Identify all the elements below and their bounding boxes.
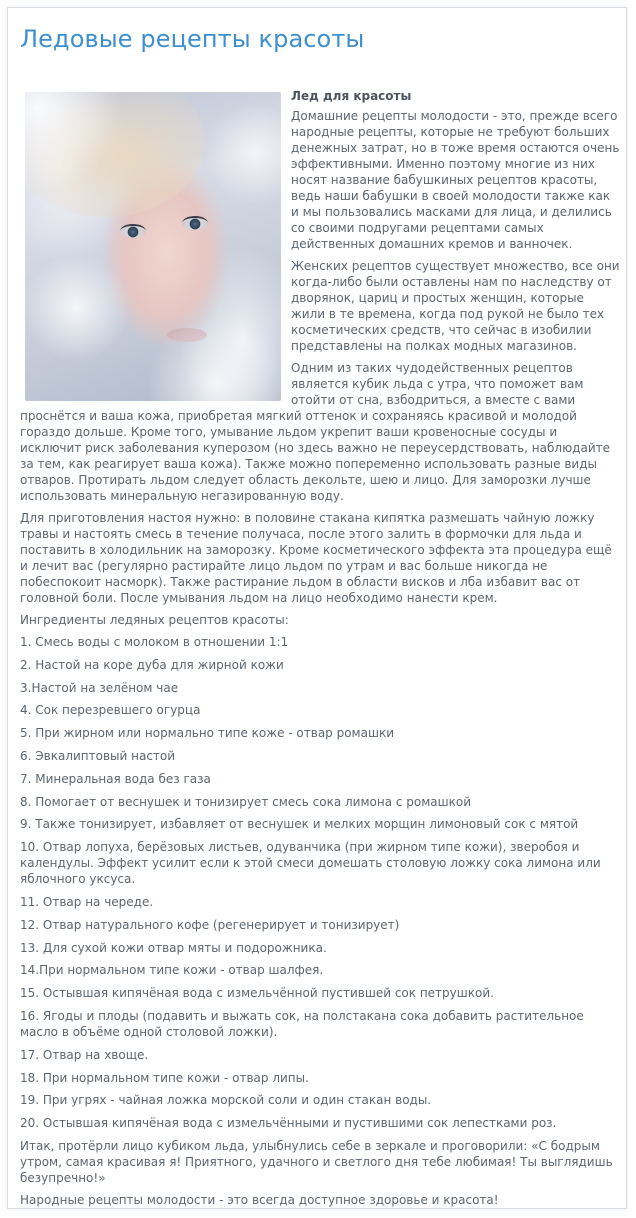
intro-paragraph: Домашние рецепты молодости - это, прежде всего народные рецепты, которые не требуют больших денежных затрат, но в тоже время остаются очень эффективными. Именно поэтому многие из них носят название бабушкиных рецептов красоты, ведь наши бабушки в своей молодости также как и мы пользовались масками для лица, и делились со своими подругами рецептами самых действенных домашних кремов и ванночек. bbox=[291, 109, 620, 251]
list-item: 15. Остывшая кипячёная вода с измельчённой пустившей сок петрушкой. bbox=[20, 986, 494, 1001]
intro-paragraph: Для приготовления настоя нужно: в половине стакана кипятка размешать чайную ложку травы и настоять смесь в течение получаса, после этого залить в формочки для льда и поставить в холодильник на заморозку. Кроме косметического эффекта эта процедура ещё и лечит вас (регулярно растирайте лицо льдом по утрам и вас больше никогда не побеспокоит насморк). Также растирание льдом в области висков и лба избавит вас от головной боли. После умывания льдом на лицо необходимо нанести крем. bbox=[20, 511, 612, 605]
list-item: 18. При нормальном типе кожи - отвар липы. bbox=[20, 1070, 309, 1085]
list-item: 6. Эвкалиптовый настой bbox=[20, 748, 176, 763]
frosted-face-photo bbox=[25, 92, 281, 401]
ingredients-heading: Ингредиенты ледяных рецептов красоты: bbox=[20, 613, 289, 627]
list-item: 10. Отвар лопуха, берёзовых листьев, одуванчика (при жирном типе кожи), зверобоя и календулы. Эффект усилит если к этой смеси домешать столовую ложку сока лимона или яблочного уксуса. bbox=[20, 840, 601, 887]
list-item: 12. Отвар натурального кофе (регенерирует и тонизирует) bbox=[20, 917, 400, 932]
closing-paragraph: Итак, протёрли лицо кубиком льда, улыбнулись себе в зеркале и проговорили: «С бодрым утром, самая красивая я! Приятного, удачного и светлого дня тебе любимая! Ты выглядишь безупречно!» bbox=[20, 1138, 613, 1185]
list-item: 7. Минеральная вода без газа bbox=[20, 771, 211, 786]
intro-paragraph: Одним из таких чудодейственных рецептов является кубик льда с утра, что поможет вам отойти от сна, взбодриться, а вместе с вами проснётся и ваша кожа, приобретая мягкий оттенок и сохраняясь красивой и молодой гораздо дольше. Кроме того, умывание льдом укрепит ваши кровеносные сосуды и исключит риск заболевания куперозом (но здесь важно не переусердствовать, наблюдайте за тем, как реагирует ваша кожа). Также можно попеременно использовать разные виды отваров. Протирать льдом следует область декольте, шею и лицо. Для заморозки лучше использовать минеральную негазированную воду. bbox=[20, 361, 610, 503]
list-item: 1. Смесь воды с молоком в отношении 1:1 bbox=[20, 635, 289, 649]
list-item: 13. Для сухой кожи отвар мяты и подорожника. bbox=[20, 940, 327, 955]
list-item: 5. При жирном или нормально типе коже - отвар ромашки bbox=[20, 726, 394, 741]
list-item: 14.При нормальном типе кожи - отвар шалфея. bbox=[20, 963, 324, 978]
list-item: 9. Также тонизирует, избавляет от веснушек и мелких морщин лимоновый сок с мятой bbox=[20, 817, 579, 832]
list-item: 17. Отвар на хвоще. bbox=[20, 1047, 149, 1062]
article-body bbox=[20, 88, 620, 1214]
list-item: 3.Настой на зелёном чае bbox=[20, 680, 179, 695]
list-item: 11. Отвар на череде. bbox=[20, 894, 154, 909]
list-item: 16. Ягоды и плоды (подавить и выжать сок, на полстакана сока добавить растительное масло в объёме одной столовой ложки). bbox=[20, 1008, 584, 1039]
intro-paragraph: Женских рецептов существует множество, все они когда-либо были оставлены нам по наследству от дворянок, цариц и простых женщин, которые жили в те времена, когда под рукой не было тех косметических средств, что сейчас в изобилии представлены на полках модных магазинов. bbox=[291, 259, 620, 353]
ingredients-list bbox=[20, 634, 620, 1131]
photo-frost-overlay bbox=[25, 92, 281, 401]
list-item: 20. Остывшая кипячёная вода с измельчёнными и пустившими сок лепестками роз. bbox=[20, 1116, 557, 1131]
list-item: 2. Настой на коре дуба для жирной кожи bbox=[20, 657, 284, 672]
list-item: 8. Помогает от веснушек и тонизирует смесь сока лимона с ромашкой bbox=[20, 794, 472, 809]
closing-paragraph: Народные рецепты молодости - это всегда доступное здоровье и красота! bbox=[20, 1192, 499, 1207]
list-item: 4. Сок перезревшего огурца bbox=[20, 703, 201, 718]
page-title: Ледовые рецепты красоты bbox=[20, 25, 365, 53]
list-item: 19. При угрях - чайная ложка морской соли и один стакан воды. bbox=[20, 1093, 432, 1108]
article-subheading: Лед для красоты bbox=[291, 89, 412, 103]
